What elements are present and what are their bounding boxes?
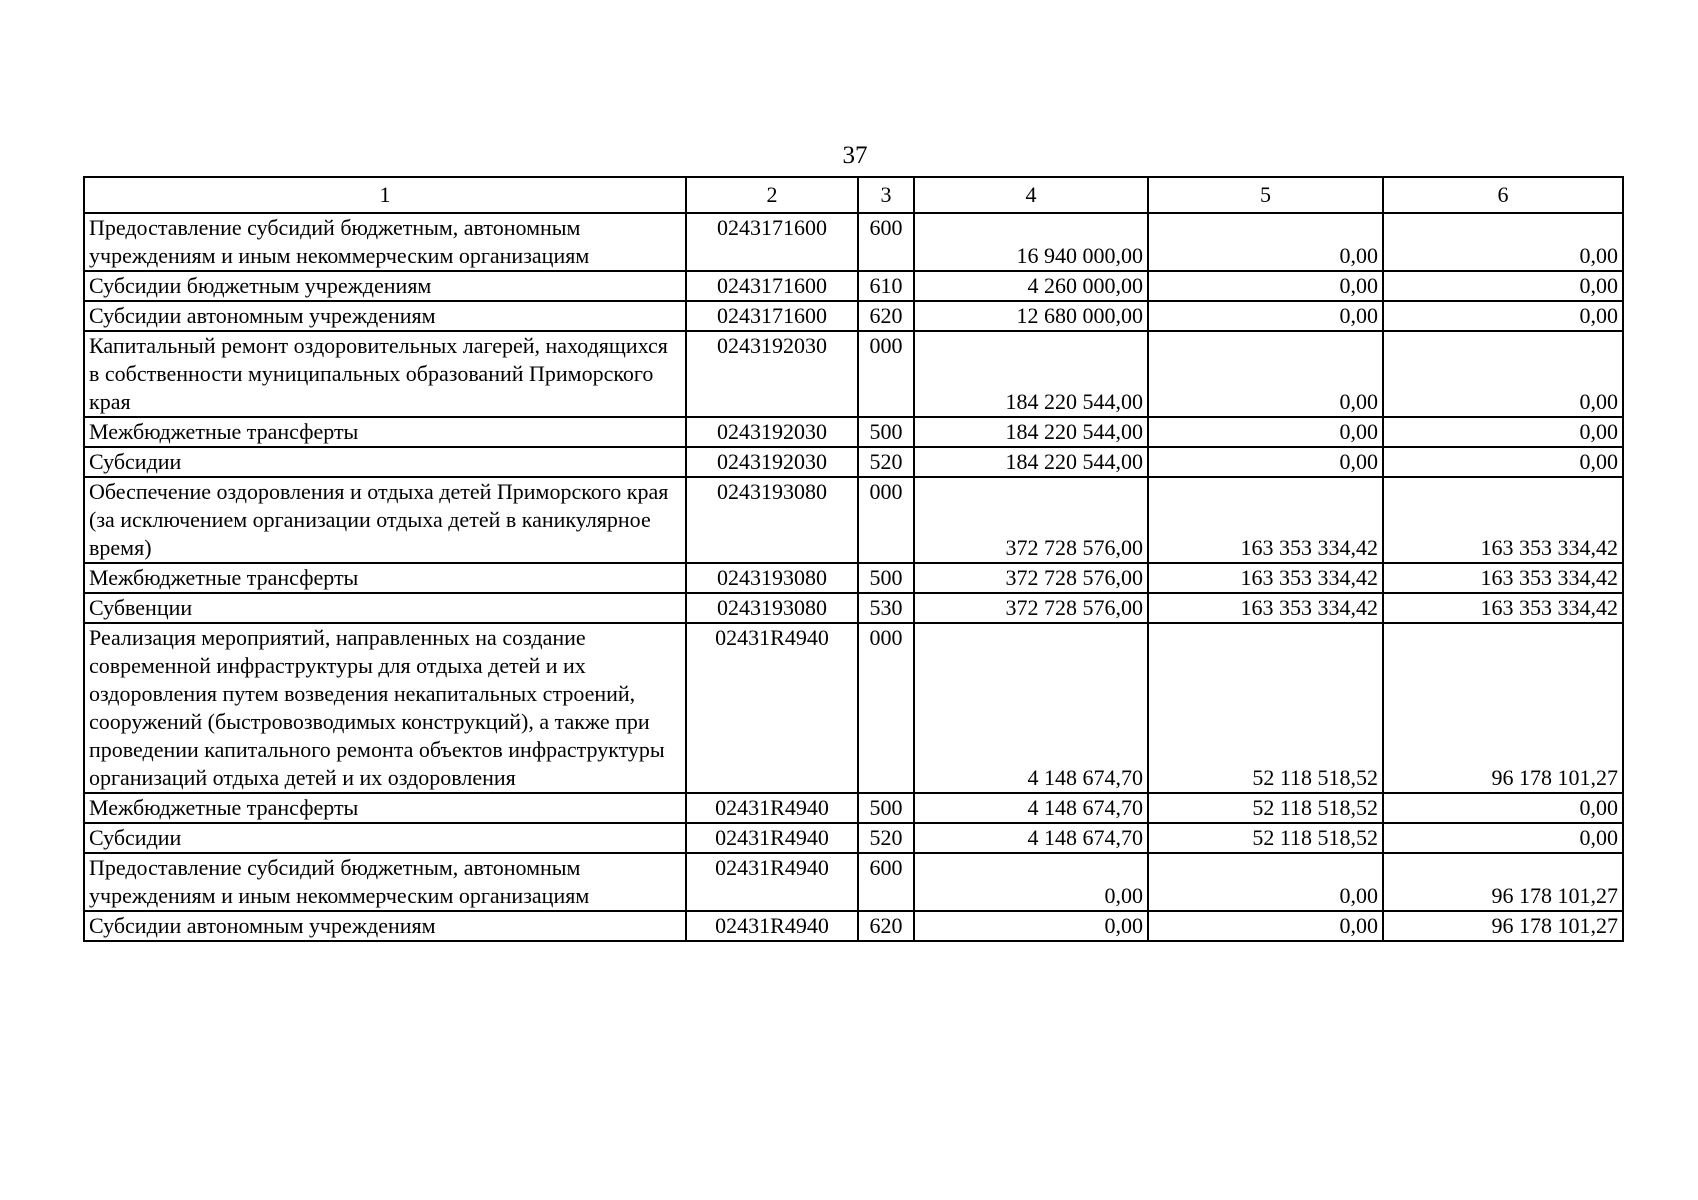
table-row — [84, 331, 1623, 417]
target-code: 0243193080 — [686, 593, 858, 623]
amount-col6: 0,00 — [1383, 213, 1623, 271]
amount-col6: 0,00 — [1383, 823, 1623, 853]
amount-col6: 0,00 — [1383, 417, 1623, 447]
expense-type: 000 — [858, 623, 914, 793]
expense-type: 000 — [858, 477, 914, 563]
target-code: 02431R4940 — [686, 793, 858, 823]
row-name: Субсидии бюджетным учреждениям — [84, 271, 686, 301]
expense-type: 620 — [858, 911, 914, 941]
amount-col4: 0,00 — [914, 911, 1148, 941]
amount-col5: 0,00 — [1148, 271, 1383, 301]
amount-col5: 0,00 — [1148, 213, 1383, 271]
amount-col5: 0,00 — [1148, 853, 1383, 911]
target-code: 02431R4940 — [686, 911, 858, 941]
expense-type: 520 — [858, 823, 914, 853]
target-code: 0243192030 — [686, 447, 858, 477]
amount-col4: 4 148 674,70 — [914, 793, 1148, 823]
table-row — [84, 447, 1623, 477]
page-number: 37 — [842, 142, 868, 169]
table-row — [84, 793, 1623, 823]
budget-table — [83, 176, 1624, 942]
amount-col5: 163 353 334,42 — [1148, 563, 1383, 593]
target-code: 02431R4940 — [686, 823, 858, 853]
amount-col5: 163 353 334,42 — [1148, 593, 1383, 623]
expense-type: 500 — [858, 417, 914, 447]
amount-col4: 0,00 — [914, 853, 1148, 911]
header-row — [84, 177, 1623, 213]
table-row — [84, 911, 1623, 941]
amount-col5: 0,00 — [1148, 301, 1383, 331]
target-code: 0243171600 — [686, 213, 858, 271]
column-header: 3 — [858, 177, 914, 213]
amount-col6: 96 178 101,27 — [1383, 623, 1623, 793]
amount-col6: 0,00 — [1383, 331, 1623, 417]
amount-col6: 163 353 334,42 — [1383, 563, 1623, 593]
table-row — [84, 417, 1623, 447]
amount-col4: 4 148 674,70 — [914, 623, 1148, 793]
amount-col4: 184 220 544,00 — [914, 331, 1148, 417]
expense-type: 530 — [858, 593, 914, 623]
column-header: 2 — [686, 177, 858, 213]
amount-col4: 184 220 544,00 — [914, 417, 1148, 447]
amount-col5: 52 118 518,52 — [1148, 793, 1383, 823]
target-code: 0243192030 — [686, 417, 858, 447]
expense-type: 600 — [858, 853, 914, 911]
expense-type: 620 — [858, 301, 914, 331]
amount-col4: 16 940 000,00 — [914, 213, 1148, 271]
target-code: 0243171600 — [686, 301, 858, 331]
amount-col5: 52 118 518,52 — [1148, 623, 1383, 793]
amount-col6: 0,00 — [1383, 271, 1623, 301]
row-name: Обеспечение оздоровления и отдыха детей Приморского края (за исключением организации отдыха детей в каникулярное время) — [84, 477, 686, 563]
table-row — [84, 853, 1623, 911]
table-row — [84, 593, 1623, 623]
expense-type: 000 — [858, 331, 914, 417]
amount-col5: 52 118 518,52 — [1148, 823, 1383, 853]
table-row — [84, 623, 1623, 793]
expense-type: 520 — [858, 447, 914, 477]
amount-col4: 372 728 576,00 — [914, 593, 1148, 623]
amount-col4: 372 728 576,00 — [914, 477, 1148, 563]
table-row — [84, 477, 1623, 563]
amount-col6: 96 178 101,27 — [1383, 853, 1623, 911]
target-code: 0243193080 — [686, 563, 858, 593]
table-row — [84, 271, 1623, 301]
table-row — [84, 823, 1623, 853]
column-header: 4 — [914, 177, 1148, 213]
table-row — [84, 301, 1623, 331]
table-row — [84, 213, 1623, 271]
amount-col6: 0,00 — [1383, 793, 1623, 823]
row-name: Межбюджетные трансферты — [84, 417, 686, 447]
column-header: 6 — [1383, 177, 1623, 213]
row-name: Реализация мероприятий, направленных на создание современной инфраструктуры для отдыха детей и их оздоровления путем возведения некапитальных строений, сооружений (быстровозводимых конструкций), а также при проведении капитального ремонта объектов инфраструктуры организаций отдыха детей и их оздоровления — [84, 623, 686, 793]
row-name: Субсидии автономным учреждениям — [84, 301, 686, 331]
row-name: Субвенции — [84, 593, 686, 623]
row-name: Субсидии автономным учреждениям — [84, 911, 686, 941]
amount-col5: 0,00 — [1148, 417, 1383, 447]
row-name: Капитальный ремонт оздоровительных лагерей, находящихся в собственности муниципальных образований Приморского края — [84, 331, 686, 417]
row-name: Предоставление субсидий бюджетным, автономным учреждениям и иным некоммерческим организациям — [84, 213, 686, 271]
amount-col6: 96 178 101,27 — [1383, 911, 1623, 941]
row-name: Субсидии — [84, 823, 686, 853]
amount-col6: 0,00 — [1383, 447, 1623, 477]
amount-col4: 12 680 000,00 — [914, 301, 1148, 331]
amount-col6: 163 353 334,42 — [1383, 593, 1623, 623]
amount-col5: 0,00 — [1148, 911, 1383, 941]
target-code: 0243171600 — [686, 271, 858, 301]
expense-type: 500 — [858, 563, 914, 593]
amount-col5: 163 353 334,42 — [1148, 477, 1383, 563]
amount-col4: 372 728 576,00 — [914, 563, 1148, 593]
expense-type: 600 — [858, 213, 914, 271]
column-header: 1 — [84, 177, 686, 213]
expense-type: 610 — [858, 271, 914, 301]
table-row — [84, 563, 1623, 593]
target-code: 0243193080 — [686, 477, 858, 563]
row-name: Предоставление субсидий бюджетным, автономным учреждениям и иным некоммерческим организациям — [84, 853, 686, 911]
amount-col5: 0,00 — [1148, 331, 1383, 417]
row-name: Межбюджетные трансферты — [84, 793, 686, 823]
row-name: Межбюджетные трансферты — [84, 563, 686, 593]
row-name: Субсидии — [84, 447, 686, 477]
amount-col4: 184 220 544,00 — [914, 447, 1148, 477]
amount-col6: 0,00 — [1383, 301, 1623, 331]
amount-col5: 0,00 — [1148, 447, 1383, 477]
amount-col4: 4 260 000,00 — [914, 271, 1148, 301]
target-code: 02431R4940 — [686, 853, 858, 911]
column-header: 5 — [1148, 177, 1383, 213]
expense-type: 500 — [858, 793, 914, 823]
target-code: 0243192030 — [686, 331, 858, 417]
amount-col6: 163 353 334,42 — [1383, 477, 1623, 563]
target-code: 02431R4940 — [686, 623, 858, 793]
amount-col4: 4 148 674,70 — [914, 823, 1148, 853]
